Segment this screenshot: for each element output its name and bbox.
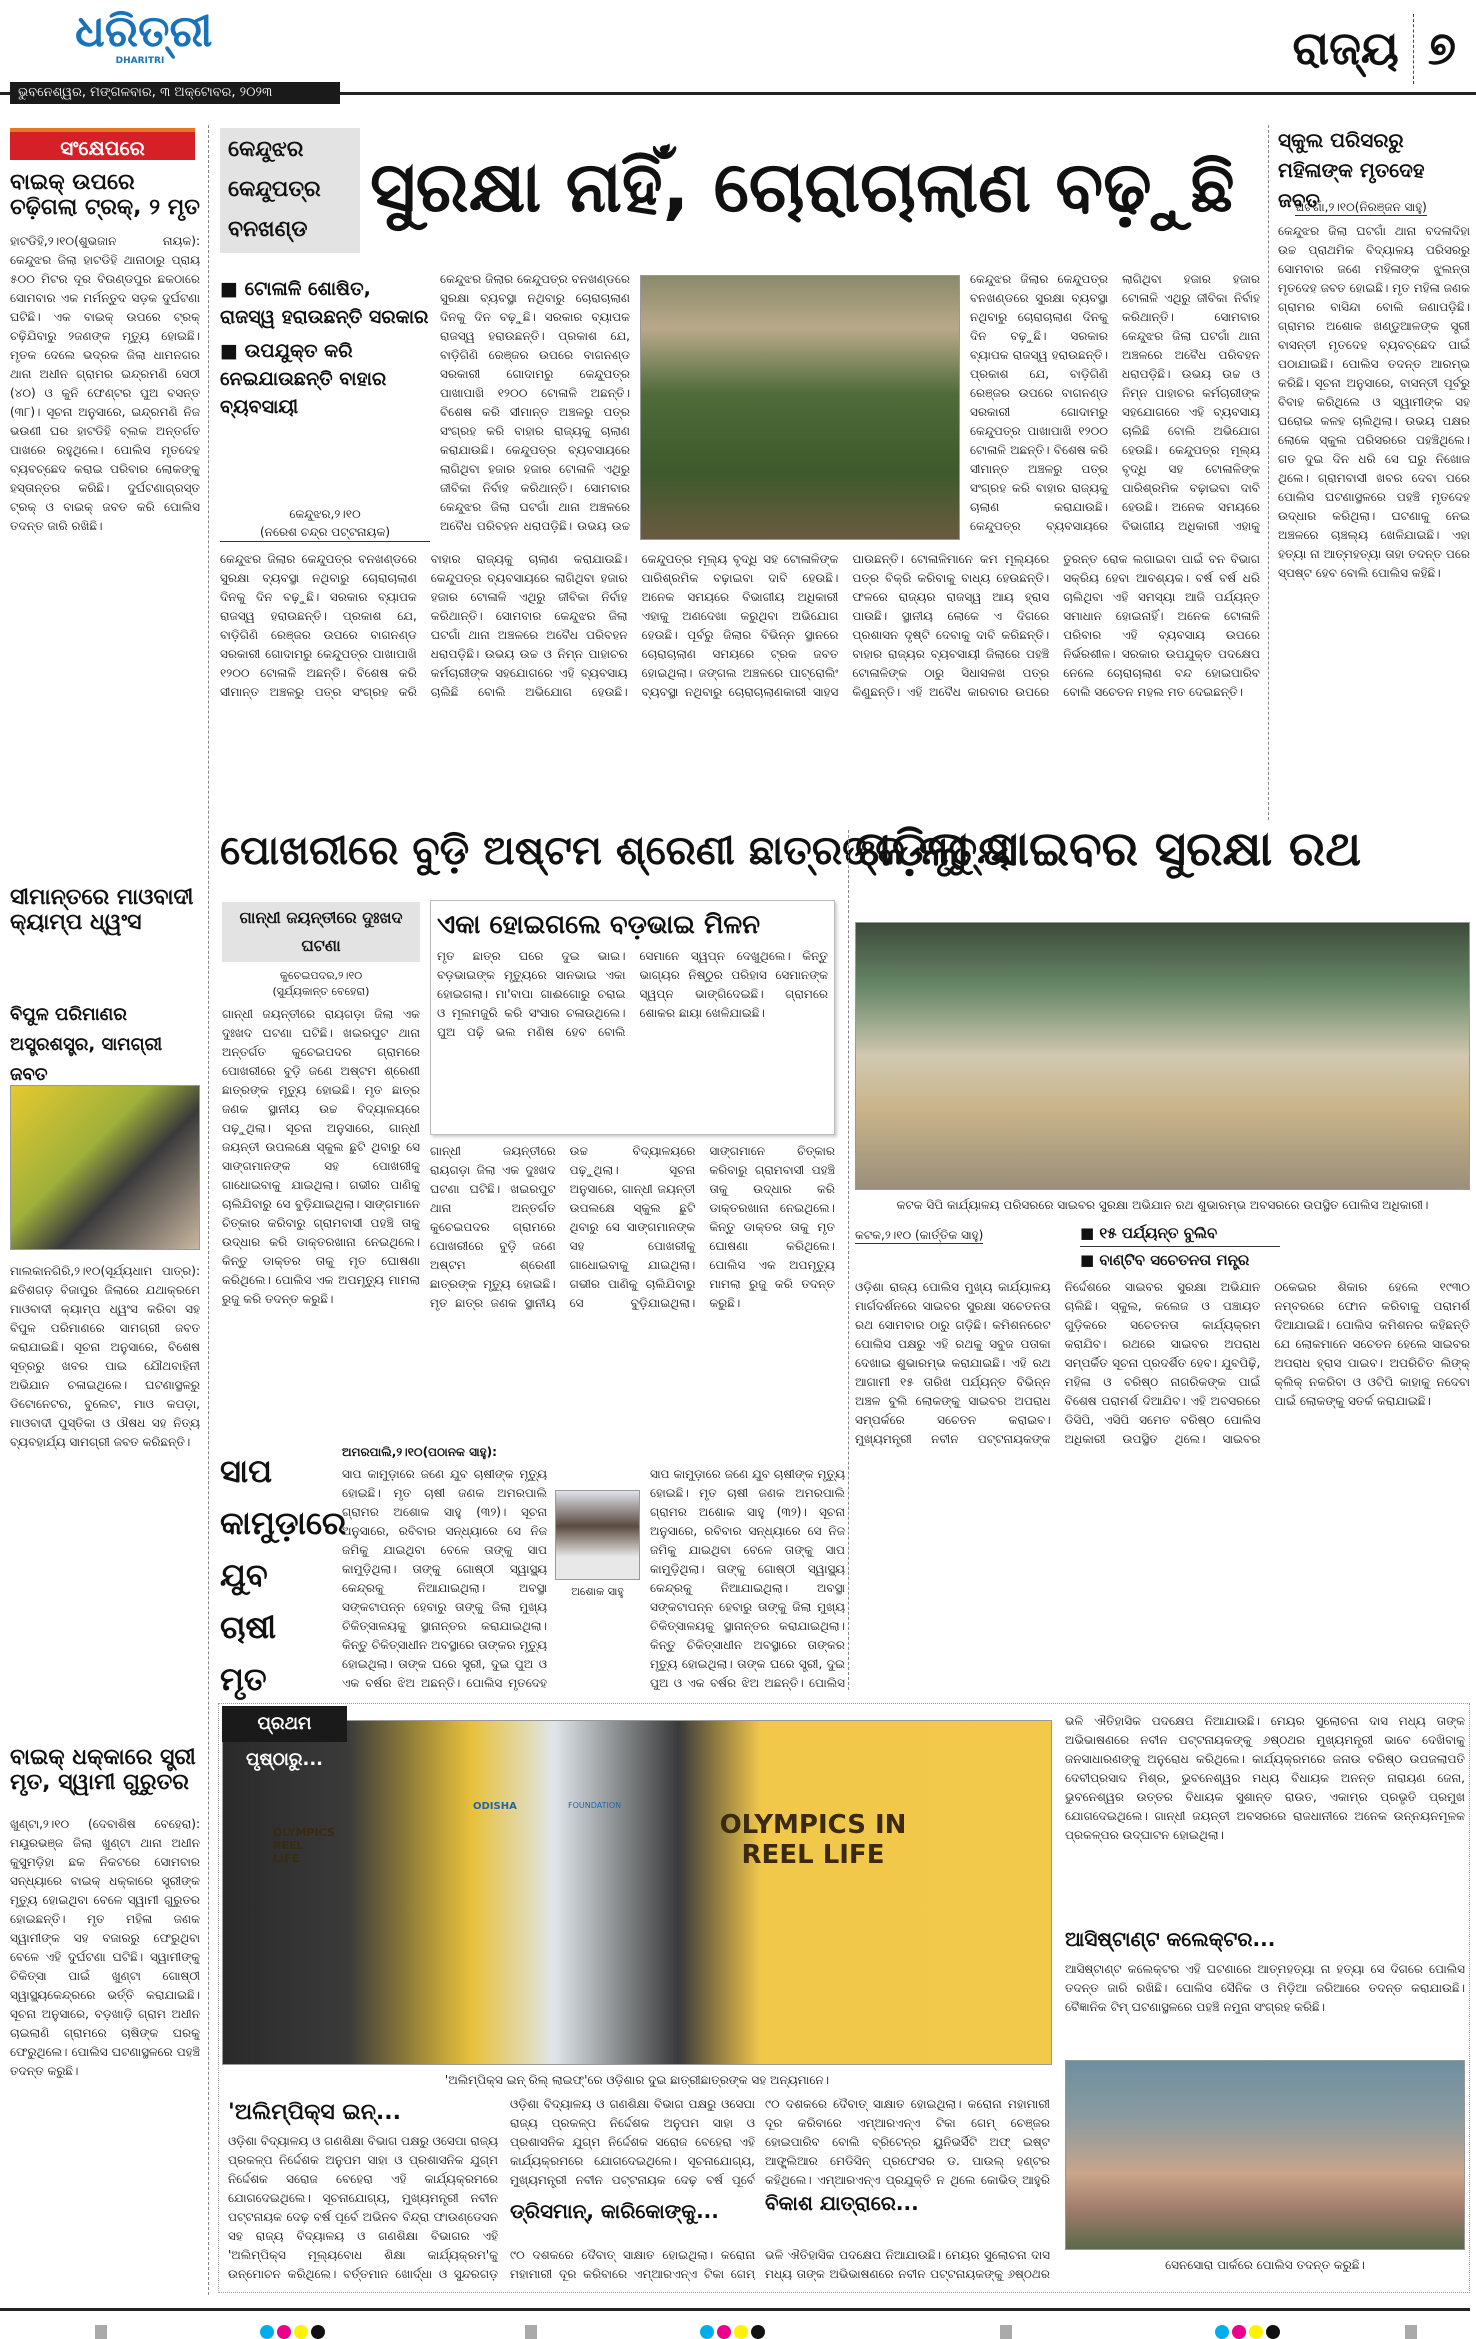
dharitri-logo	[75, 6, 213, 70]
front-s1-body: ଓଡ଼ିଶା ବିଦ୍ୟାଳୟ ଓ ଗଣଶିକ୍ଷା ବିଭାଗ ପକ୍ଷରୁ ଓସେପା ରାଜ୍ୟ ପ୍ରକଳ୍ପ ନିର୍ଦ୍ଦେଶକ ଅନୁପମ ସାହା ଓ ପ୍ରଶାସନିକ ଯୁଗ୍ମ ନିର୍ଦ୍ଦେଶକ ସରୋଜ ବେହେରା ଏହି କାର୍ଯ୍ୟକ୍ରମରେ ଯୋଗଦେଇଥିଲେ। ସୂଚନାଯୋଗ୍ୟ, ମୁଖ୍ୟମନ୍ତ୍ରୀ ନବୀନ ପଟ୍ଟନାୟକ ଦେଢ଼ ବର୍ଷ ପୂର୍ବେ ଅଭିନବ ବିନ୍ଦ୍ରା ଫାଉଣ୍ଡେସନ ସହ ରାଜ୍ୟ ବିଦ୍ୟାଳୟ ଓ ଗଣଶିକ୍ଷା ବିଭାଗର ଏହି 'ଅଲିମ୍ପିକ୍ସ ମୂଲ୍ୟବୋଧ ଶିକ୍ଷା କାର୍ଯ୍ୟକ୍ରମ'କୁ ଉନ୍ମୋଚନ କରିଥିଲେ। ବର୍ତ୍ତମାନ ଖୋର୍ଦ୍ଧା ଓ ସୁନ୍ଦରଗଡ଼	[228, 2134, 498, 2281]
front-s2-body: ୯୦ ଦଶକରେ ଦୈବାତ୍ ସାକ୍ଷାତ ହୋଇଥିଲା। କରୋନା ମହାମାରୀ ଦୂର କରିବାରେ ଏମ୍ଆରଏନ୍ଏ ଟିକା ଗେମ୍	[510, 2248, 755, 2281]
cyber-photo-caption: କଟକ ସିପି କାର୍ଯ୍ୟାଳୟ ପରିସରରେ ସାଇବର ସୁରକ୍ଷା ଅଭିଯାନ ରଥ ଶୁଭାରମ୍ଭ ଅବସରରେ ଉପସ୍ଥିତ ପୋଲିସ ଅଧିକାରୀ।	[896, 1198, 1429, 1212]
pond-sidebar-box	[430, 900, 835, 1135]
grey-mark	[1000, 2325, 1012, 2339]
yellow-dot	[1249, 2325, 1263, 2339]
black-dot	[311, 2325, 325, 2339]
lead-dateline: କେନ୍ଦୁଝର,୨।୧୦	[289, 507, 361, 521]
pond-headline: ପୋଖରୀରେ ବୁଡ଼ି ଅଷ୍ଟମ ଶ୍ରେଣୀ ଛାତ୍ରଙ୍କ ମୃତ୍ୟୁ	[220, 828, 1011, 874]
section-label	[1293, 14, 1456, 84]
seized-items-photo	[10, 1085, 200, 1250]
brief-headline-3: ବାଇକ୍ ଧକ୍କାରେ ସ୍ତ୍ରୀ ମୃତ, ସ୍ୱାମୀ ଗୁରୁତର	[10, 1745, 196, 1796]
column-divider	[1268, 125, 1269, 820]
cyan-dot	[1215, 2325, 1229, 2339]
lead-kicker-box	[220, 128, 360, 253]
logo-english: DHARITRI	[115, 56, 165, 66]
pond-byline	[222, 968, 420, 1000]
column-divider	[848, 830, 849, 1690]
pond-sidebar-body: ମୃତ ଛାତ୍ର ଘରେ ଦୁଇ ଭାଇ। ବଡ଼ଭାଇଙ୍କ ମୃତ୍ୟୁରେ ସାନଭାଇ ଏକା ହୋଇଗଲା। ମା'ବାପା ଗାଈଗୋରୁ ଚରାଇ ଓ ମୂଲମଜୁରି କରି ସଂସାର ଚଳାଉଥିଲେ। ପୁଅ ପଢ଼ି ଭଲ ମଣିଷ ହେବ ବୋଲି ସେମାନେ ସ୍ୱପ୍ନ ଦେଖୁଥିଲେ। କିନ୍ତୁ ଭାଗ୍ୟର ନିଷ୍ଠୁର ପରିହାସ ସେମାନଙ୍କ ସ୍ୱପ୍ନ ଭାଙ୍ଗିଦେଇଛି। ଗ୍ରାମରେ ଶୋକର ଛାୟା ଖେଳିଯାଇଛି।	[437, 949, 828, 1039]
front-s4-body: ଆସିଷ୍ଟାଣ୍ଟ କଲେକ୍ଟର ଏହି ଘଟଣାରେ ଆତ୍ମହତ୍ୟା ନା ହତ୍ୟା ସେ ଦିଗରେ ପୋଲିସ ତଦନ୍ତ ଜାରି ରଖିଛି। ପୋଲିସ ସୈନିକ ଓ ମିଡ଼ିଆ ଜରିଆରେ ତଦନ୍ତ କରାଯାଉଛି। ବୈଜ୍ଞାନିକ ଟିମ୍ ଘଟଣାସ୍ଥଳରେ ପହଞ୍ଚି ନମୁନା ସଂଗ୍ରହ କରିଛି।	[1065, 1962, 1465, 2014]
left-banner-text: OLYMPICS REEL LIFE	[273, 1826, 335, 1865]
front-s3-body-cont: ଭଳି ଐତିହାସିକ ପଦକ୍ଷେପ ନିଆଯାଉଛି। ମେୟର ସୁଲୋଚନା ଦାସ ମଧ୍ୟ ତାଙ୍କ ଅଭିଭାଷଣରେ ନବୀନ ପଟ୍ଟନାୟକଙ୍କୁ ୬ଷ୍ଠଥର ମୁଖ୍ୟମନ୍ତ୍ରୀ ଭାବେ ଦେଖିବାକୁ ଜନସାଧାରଣଙ୍କୁ ଅନୁରୋଧ କରିଥିଲେ। କାର୍ଯ୍ୟକ୍ରମରେ ଜନାଉ ବରିଷ୍ଠ ଉପଜଲାପତି ଦେବୀପ୍ରସାଦ ମିଶ୍ର, ଭୁବନେଶ୍ୱର ମଧ୍ୟ ବିଧାୟକ ଅନନ୍ତ ନାରାୟଣ ଜେନା, ଭୁବନେଶ୍ୱର ଉତ୍ତର ବିଧାୟକ ସୁଶାନ୍ତ ରାଉତ, ଏକାମ୍ର ପ୍ରଭୃତି ପ୍ରମୁଖ ଯୋଗଦେଇଥିଲେ। ଗାନ୍ଧୀ ଜୟନ୍ତୀ ଅବସରରେ ରାଜଧାନୀରେ ଅନେକ ଉନ୍ନୟନମୂଳକ ପ୍ରକଳ୍ପର ଉଦ୍‌ଘାଟନ ହୋଇଥିଲା।	[1065, 1714, 1465, 1842]
grey-mark	[1405, 2325, 1417, 2339]
pond-author: (ସୁର୍ଯ୍ୟକାନ୍ତ ବେହେରା)	[272, 985, 370, 998]
brief-body-2: ମାଲକାନଗିରି,୨।୧୦(ସୂର୍ଯ୍ୟଧାମ ପାତ୍ର): ଛତିଶଗଡ଼ ବିଜାପୁର ଜିଲାରେ ଯଥାକ୍ରମେ ମାଓବାଦୀ କ୍ୟାମ୍ପ ଧ୍ୱଂସ କରିବା ସହ ବିପୁଳ ପରିମାଣରେ ସାମଗ୍ରୀ ଜବତ କରାଯାଇଛି। ସୂଚନା ଅନୁସାରେ, ବିଶେଷ ସୂତ୍ରରୁ ଖବର ପାଇ ଯୌଥବାହିନୀ ଅଭିଯାନ ଚଳାଇଥିଲେ। ଘଟଣାସ୍ଥଳରୁ ଡିଟୋନେଟର, ବୁଲେଟ, ମାଓ କପଡ଼ା, ମାଓବାଦୀ ପୁସ୍ତିକା ଓ ଔଷଧ ସହ ନିତ୍ୟ ବ୍ୟବହାର୍ଯ୍ୟ ସାମଗ୍ରୀ ଜବତ କରିଛନ୍ତି।	[10, 1264, 200, 1449]
cyber-bullet-text: ୧୫ ପର୍ଯ୍ୟନ୍ତ ବୁଲିବ	[1099, 1224, 1218, 1242]
front-tag: ପ୍ରଥମ ପୃଷ୍ଠାରୁ...	[222, 1706, 347, 1742]
front-s3-body: ଭଳି ଐତିହାସିକ ପଦକ୍ଷେପ ନିଆଯାଉଛି। ମେୟର ସୁଲୋଚନା ଦାସ ମଧ୍ୟ ତାଙ୍କ ଅଭିଭାଷଣରେ ନବୀନ ପଟ୍ଟନାୟକଙ୍କୁ ୬ଷ୍ଠଥର	[765, 2248, 1050, 2281]
lead-body-col2: କେନ୍ଦୁଝର ଜିଲାର କେନ୍ଦୁପତ୍ର ବନଖଣ୍ଡରେ ସୁରକ୍ଷା ବ୍ୟବସ୍ଥା ନଥିବାରୁ ଚୋରାଚାଲାଣ ଦିନକୁ ଦିନ ବଢ଼ୁଛି। ସରକାର ବ୍ୟାପକ ରାଜସ୍ୱ ହରାଉଛନ୍ତି। ପ୍ରକାଶ ଯେ, ବାଡ଼ିଗିଣି ରେଞ୍ଜର ଉପରେ ବାଗନଣ୍ଡ ସରକାରୀ ଗୋଦାମରୁ କେନ୍ଦୁପତ୍ର ପାଖାପାଖି ୧୨୦୦ ଟୋଳାଳି ଅଛନ୍ତି। ବିଶେଷ କରି ସୀମାନ୍ତ ଅଞ୍ଚଳରୁ ପତ୍ର ସଂଗ୍ରହ କରି ବାହାର ରାଜ୍ୟକୁ ଚାଲାଣ କରାଯାଉଛି। କେନ୍ଦୁପତ୍ର ବ୍ୟବସାୟରେ ଲାଗିଥିବା ହଜାର ହଜାର ଟୋଳାଳି ଏଥିରୁ ଜୀବିକା ନିର୍ବାହ କରିଥାନ୍ତି। ସୋମବାର କେନ୍ଦୁଝର ଜିଲା ଘଟଗାଁ ଥାନା ଅଞ୍ଚଳରେ ଅବୈଧ ପରିବହନ ଧରାପଡ଼ିଛି। ଉଭୟ ଉଚ୍ଚ ଓ ନିମ୍ନ ପାହାଚର କର୍ମଚାରୀଙ୍କ ସହଯୋଗରେ ଏହି ବ୍ୟବସାୟ ଚାଲିଛି ବୋଲି ଅଭିଯୋଗ ହେଉଛି। କେନ୍ଦୁପତ୍ର ମୂଲ୍ୟ ବୃଦ୍ଧି ସହ ଟୋଳାଳିଙ୍କ ପାରିଶ୍ରମିକ ବଢ଼ାଇବା ଦାବି ହେଉଛି। ଅନେକ ସମୟରେ ବିଭାଗୀୟ ଅଧିକାରୀ ଏହାକୁ	[970, 272, 1260, 533]
cyber-headline: ଗଡ଼ିଲା ସାଇବର ସୁରକ୍ଷା ରଥ	[855, 821, 1362, 877]
section-name: ରାଜ୍ୟ	[1292, 21, 1399, 75]
footer-rule	[0, 2308, 1470, 2311]
olympics-photo-caption: 'ଅଲିମ୍ପିକ୍ସ ଇନ୍ ରିଲ୍ ଲାଇଫ୍'ରେ ଓଡ଼ିଶାର ଦୁଇ ଛାତ୍ରୀଛାତ୍ରଙ୍କ ସହ ଅନ୍ୟମାନେ।	[444, 2073, 830, 2087]
kendu-leaves-photo	[640, 275, 960, 540]
lead-byline	[220, 505, 430, 542]
pond-body-col1: ଗାନ୍ଧୀ ଜୟନ୍ତୀରେ ରାୟଗଡ଼ା ଜିଲା ଏକ ଦୁଃଖଦ ଘଟଣା ଘଟିଛି। ଖଇରପୁଟ ଥାନା ଅନ୍ତର୍ଗତ କୁଚେଇପଦର ଗ୍ରାମରେ ପୋଖରୀରେ ବୁଡ଼ି ଜଣେ ଅଷ୍ଟମ ଶ୍ରେଣୀ ଛାତ୍ରଙ୍କ ମୃତ୍ୟୁ ହୋଇଛି। ମୃତ ଛାତ୍ର ଜଣକ ସ୍ଥାନୀୟ ଉଚ୍ଚ ବିଦ୍ୟାଳୟରେ ପଢ଼ୁଥିଲା। ସୂଚନା ଅନୁସାରେ, ଗାନ୍ଧୀ ଜୟନ୍ତୀ ଉପଲକ୍ଷେ ସ୍କୁଲ ଛୁଟି ଥିବାରୁ ସେ ସାଙ୍ଗମାନଙ୍କ ସହ ପୋଖରୀକୁ ଗାଧୋଇବାକୁ ଯାଇଥିଲା। ଗଭୀର ପାଣିକୁ ଚାଲିଯିବାରୁ ସେ ବୁଡ଼ିଯାଇଥିଲା। ସାଙ୍ଗମାନେ ଚିତ୍କାର କରିବାରୁ ଗ୍ରାମବାସୀ ପହଞ୍ଚି ତାକୁ ଉଦ୍ଧାର କରି ଡାକ୍ତରଖାନା ନେଇଥିଲେ। କିନ୍ତୁ ଡାକ୍ତର ତାକୁ ମୃତ ଘୋଷଣା କରିଥିଲେ। ପୋଲିସ ଏକ ଅପମୃତ୍ୟୁ ମାମଲା ରୁଜୁ କରି ତଦନ୍ତ କରୁଛି।	[222, 1007, 420, 1306]
brief-headline-2: ସୀମାନ୍ତରେ ମାଓବାଦୀ କ୍ୟାମ୍ପ ଧ୍ୱଂସ	[10, 885, 194, 936]
snake-body-col1: ସାପ କାମୁଡ଼ାରେ ଜଣେ ଯୁବ ଚାଷୀଙ୍କ ମୃତ୍ୟୁ ହୋଇଛି। ମୃତ ଚାଷୀ ଜଣକ ଅମରପାଲି ଗ୍ରାମର ଅଶୋକ ସାହୁ (୩୨)। ସୂଚନା ଅନୁସାରେ, ରବିବାର ସନ୍ଧ୍ୟାରେ ସେ ନିଜ ଜମିକୁ ଯାଇଥିବା ବେଳେ ତାଙ୍କୁ ସାପ କାମୁଡ଼ିଥିଲା। ତାଙ୍କୁ ଗୋଷ୍ଠୀ ସ୍ୱାସ୍ଥ୍ୟ କେନ୍ଦ୍ରକୁ ନିଆଯାଇଥିଲା। ଅବସ୍ଥା ସଙ୍କଟାପନ୍ନ ହେବାରୁ ତାଙ୍କୁ ଜିଲା ମୁଖ୍ୟ ଚିକିତ୍ସାଳୟକୁ ସ୍ଥାନାନ୍ତର କରାଯାଇଥିଲା। କିନ୍ତୁ ଚିକିତ୍ସାଧୀନ ଅବସ୍ଥାରେ ତାଙ୍କର ମୃତ୍ୟୁ ହୋଇଥିଲା। ତାଙ୍କ ଘରେ ସ୍ତ୍ରୀ, ଦୁଇ ପୁଅ ଓ ଏକ ବର୍ଷର ଝିଅ ଅଛନ୍ତି। ପୋଲିସ ମୃତଦେହ	[342, 1467, 547, 1690]
cyber-bullets	[1080, 1220, 1280, 1273]
front-s4-headline: ଆସିଷ୍ଟାଣ୍ଟ କଲେକ୍ଟର...	[1065, 1927, 1276, 1951]
snake-dateline: ଅମରପାଲି,୨।୧୦(ପଠାନକ ସାହୁ):	[342, 1445, 497, 1459]
kicker-line: କେନ୍ଦୁଝର	[228, 137, 304, 162]
snake-headline: ସାପ କାମୁଡ଼ାରେ ଯୁବ ଚାଷୀ ମୃତ	[220, 1452, 347, 1698]
front-s1-headline: 'ଅଲିମ୍ପିକ୍ସ ଇନ୍...	[228, 2100, 401, 2125]
yellow-dot	[294, 2325, 308, 2339]
cyber-body: ଓଡ଼ିଶା ରାଜ୍ୟ ପୋଲିସ ମୁଖ୍ୟ କାର୍ଯ୍ୟାଳୟ ମାର୍ଗଦର୍ଶନରେ ସାଇବର ସୁରକ୍ଷା ସଚେତନତା ରଥ ସୋମବାର ଠାରୁ ଗଡ଼ିଛି। କମିଶନରେଟ ପୋଲିସ ପକ୍ଷରୁ ଏହି ରଥକୁ ସବୁଜ ପତାକା ଦେଖାଇ ଶୁଭାରମ୍ଭ କରାଯାଇଛି। ଏହି ରଥ ଆଗାମୀ ୧୫ ତାରିଖ ପର୍ଯ୍ୟନ୍ତ ବିଭିନ୍ନ ଅଞ୍ଚଳ ବୁଲି ଲୋକଙ୍କୁ ସାଇବର ଅପରାଧ ସମ୍ପର୍କରେ ସଚେତନ କରାଇବ। ମୁଖ୍ୟମନ୍ତ୍ରୀ ନବୀନ ପଟ୍ଟନାୟକଙ୍କ ନିର୍ଦ୍ଦେଶରେ ସାଇବର ସୁରକ୍ଷା ଅଭିଯାନ ଚାଲିଛି। ସ୍କୁଲ, କଲେଜ ଓ ପଞ୍ଚାୟତ ଗୁଡ଼ିକରେ ସଚେତନତା କାର୍ଯ୍ୟକ୍ରମ କରାଯିବ। ରଥରେ ସାଇବର ଅପରାଧ ସମ୍ପର୍କିତ ସୂଚନା ପ୍ରଦର୍ଶିତ ହେବ। ଯୁବପିଢ଼ି, ମହିଳା ଓ ବରିଷ୍ଠ ନାଗରିକଙ୍କ ପାଇଁ ବିଶେଷ ପରାମର୍ଶ ଦିଆଯିବ। ଏହି ଅବସରରେ ଡିସିପି, ଏସିପି ସମେତ ବରିଷ୍ଠ ପୋଲିସ ଅଧିକାରୀ ଉପସ୍ଥିତ ଥିଲେ। ସାଇବର ଠକେଇର ଶିକାର ହେଲେ ୧୯୩୦ ନମ୍ବରରେ ଫୋନ କରିବାକୁ ପରାମର୍ଶ ଦିଆଯାଇଛି। ପୋଲିସ କମିଶନର କହିଛନ୍ତି ଯେ ଲୋକମାନେ ସଚେତନ ହେଲେ ସାଇବର ଅପରାଧ ହ୍ରାସ ପାଇବ। ଅପରିଚିତ ଲିଙ୍କ୍ କ୍ଲିକ୍ ନକରିବା ଓ ଓଟିପି କାହାକୁ ନଦେବା ପାଇଁ ଲୋକଙ୍କୁ ସତର୍କ କରାଯାଇଛି।	[855, 1280, 1470, 1446]
cyber-bullet: ■ ୧୫ ପର୍ଯ୍ୟନ୍ତ ବୁଲିବ	[1080, 1220, 1280, 1247]
cyan-dot	[700, 2325, 714, 2339]
divider	[1413, 14, 1414, 84]
dateline-bar: ଭୁବନେଶ୍ୱର, ମଙ୍ଗଳବାର, ୩ ଅକ୍ଟୋବର, ୨୦୨୩	[10, 82, 340, 104]
pond-kicker: ଗାନ୍ଧୀ ଜୟନ୍ତୀରେ ଦୁଃଖଦ ଘଟଣା	[222, 902, 420, 962]
front-s3-headline: ବିକାଶ ଯାତ୍ରାରେ...	[765, 2191, 919, 2215]
page-number: ୭	[1427, 21, 1456, 75]
registration-marks	[1215, 2325, 1280, 2339]
registration-marks	[700, 2325, 765, 2339]
lead-bullet: ■ ଉପଯୁକ୍ତ କରି ନେଇଯାଉଛନ୍ତି ବାହାର ବ୍ୟବସାୟୀ	[220, 340, 387, 418]
olympics-banner-text: OLYMPICS IN REEL LIFE	[719, 1810, 907, 1870]
foundation-logo-text: FOUNDATION	[568, 1801, 622, 1810]
victim-photo	[555, 1490, 640, 1580]
cyber-bullet-text: ବାଣ୍ଟିବ ସଚେତନତା ମନ୍ତ୍ର	[1099, 1251, 1250, 1269]
kicker-line: କେନ୍ଦୁପତ୍ର	[228, 177, 321, 202]
magenta-dot	[717, 2325, 731, 2339]
cyan-dot	[260, 2325, 274, 2339]
lead-bullet-text: ଉପଯୁକ୍ତ କରି ନେଇଯାଉଛନ୍ତି ବାହାର ବ୍ୟବସାୟୀ	[220, 340, 387, 418]
park-photo-caption: ସେନସୋରା ପାର୍କରେ ପୋଲିସ ତଦନ୍ତ କରୁଛି।	[1165, 2258, 1365, 2272]
pond-dateline: କୁଚେଇପଦର,୨।୧୦	[279, 969, 363, 982]
logo-text: ଧରିତ୍ରୀ	[75, 6, 213, 57]
lead-author: (ନରେଶ ଚନ୍ଦ୍ର ପଟ୍ଟନାୟକ)	[220, 523, 430, 542]
front-s2-headline: ଡ୍ରିସମାନ୍, କାରିକୋଙ୍କୁ...	[510, 2199, 719, 2223]
cyber-dateline: କଟକ,୨।୧୦ (କାର୍ତ୍ତିକ ସାହୁ)	[855, 1228, 984, 1242]
front-s1-body-cont: ଓଡ଼ିଶା ବିଦ୍ୟାଳୟ ଓ ଗଣଶିକ୍ଷା ବିଭାଗ ପକ୍ଷରୁ ଓସେପା ରାଜ୍ୟ ପ୍ରକଳ୍ପ ନିର୍ଦ୍ଦେଶକ ଅନୁପମ ସାହା ଓ ପ୍ରଶାସନିକ ଯୁଗ୍ମ ନିର୍ଦ୍ଦେଶକ ସରୋଜ ବେହେରା ଏହି କାର୍ଯ୍ୟକ୍ରମରେ ଯୋଗଦେଇଥିଲେ। ସୂଚନାଯୋଗ୍ୟ, ମୁଖ୍ୟମନ୍ତ୍ରୀ ନବୀନ ପଟ୍ଟନାୟକ ଦେଢ଼ ବର୍ଷ ପୂର୍ବେ	[510, 2097, 755, 2187]
grey-mark	[95, 2325, 107, 2339]
brief-body-3: ଖୁଣ୍ଟା,୨।୧୦ (ଦେବାଶିଷ ବେହେରା): ମୟୂରଭଞ୍ଜ ଜିଲା ଖୁଣ୍ଟା ଥାନା ଅଧୀନ କୁସୁମଡ଼ିହା ଛକ ନିକଟରେ ସୋମବାର ସନ୍ଧ୍ୟାରେ ବାଇକ୍ ଧକ୍କାରେ ସ୍ତ୍ରୀଙ୍କ ମୃତ୍ୟୁ ହୋଇଥିବା ବେଳେ ସ୍ୱାମୀ ଗୁରୁତର ହୋଇଛନ୍ତି। ମୃତ ମହିଳା ଜଣକ ସ୍ୱାମୀଙ୍କ ସହ ବଜାରରୁ ଫେରୁଥିବା ବେଳେ ଏହି ଦୁର୍ଘଟଣା ଘଟିଛି। ସ୍ୱାମୀଙ୍କୁ ଚିକିତ୍ସା ପାଇଁ ଖୁଣ୍ଟା ଗୋଷ୍ଠୀ ସ୍ୱାସ୍ଥ୍ୟକେନ୍ଦ୍ରରେ ଭର୍ତ୍ତି କରାଯାଇଛି। ସୂଚନା ଅନୁସାରେ, ବଡ଼ଖାଡ଼ି ଗ୍ରାମ ଅଧୀନ ଚାଇଲାଣି ଗ୍ରାମରେ ଚାଷିଙ୍କ ଘରକୁ ଫେରୁଥିଲେ। ପୋଲିସ ଘଟଣାସ୍ଥଳରେ ପହଞ୍ଚି ତଦନ୍ତ କରୁଛି।	[10, 1817, 200, 2078]
lead-bullets	[220, 275, 430, 421]
magenta-dot	[277, 2325, 291, 2339]
lead-bullet: ■ ଟୋଳାଳି ଶୋଷିତ, ରାଜସ୍ୱ ହରାଉଛନ୍ତି ସରକାର	[220, 278, 429, 328]
column-divider	[208, 125, 209, 2295]
brief-subhead-2: ବିପୁଳ ପରିମାଣର ଅସ୍ତ୍ରଶସ୍ତ୍ର, ସାମଗ୍ରୀ ଜବତ	[10, 1004, 163, 1085]
olympics-event-photo	[222, 1720, 1052, 2065]
odisha-logo-text: ODISHA	[473, 1801, 517, 1812]
pond-body-main: ଗାନ୍ଧୀ ଜୟନ୍ତୀରେ ରାୟଗଡ଼ା ଜିଲା ଏକ ଦୁଃଖଦ ଘଟଣା ଘଟିଛି। ଖଇରପୁଟ ଥାନା ଅନ୍ତର୍ଗତ କୁଚେଇପଦର ଗ୍ରାମରେ ପୋଖରୀରେ ବୁଡ଼ି ଜଣେ ଅଷ୍ଟମ ଶ୍ରେଣୀ ଛାତ୍ରଙ୍କ ମୃତ୍ୟୁ ହୋଇଛି। ମୃତ ଛାତ୍ର ଜଣକ ସ୍ଥାନୀୟ ଉଚ୍ଚ ବିଦ୍ୟାଳୟରେ ପଢ଼ୁଥିଲା। ସୂଚନା ଅନୁସାରେ, ଗାନ୍ଧୀ ଜୟନ୍ତୀ ଉପଲକ୍ଷେ ସ୍କୁଲ ଛୁଟି ଥିବାରୁ ସେ ସାଙ୍ଗମାନଙ୍କ ସହ ପୋଖରୀକୁ ଗାଧୋଇବାକୁ ଯାଇଥିଲା। ଗଭୀର ପାଣିକୁ ଚାଲିଯିବାରୁ ସେ ବୁଡ଼ିଯାଇଥିଲା। ସାଙ୍ଗମାନେ ଚିତ୍କାର କରିବାରୁ ଗ୍ରାମବାସୀ ପହଞ୍ଚି ତାକୁ ଉଦ୍ଧାର କରି ଡାକ୍ତରଖାନା ନେଇଥିଲେ। କିନ୍ତୁ ଡାକ୍ତର ତାକୁ ମୃତ ଘୋଷଣା କରିଥିଲେ। ପୋଲିସ ଏକ ଅପମୃତ୍ୟୁ ମାମଲା ରୁଜୁ କରି ତଦନ୍ତ କରୁଛି।	[430, 1144, 835, 1310]
briefs-tag: ସଂକ୍ଷେପରେ	[10, 128, 195, 160]
kicker-line: ବନଖଣ୍ଡ	[228, 217, 308, 242]
victim-photo-caption: ଅଶୋକ ସାହୁ	[571, 1585, 624, 1598]
front-s2-body-cont: ୯୦ ଦଶକରେ ଦୈବାତ୍ ସାକ୍ଷାତ ହୋଇଥିଲା। କରୋନା ମହାମାରୀ ଦୂର କରିବାରେ ଏମ୍ଆରଏନ୍ଏ ଟିକା ଗେମ୍ ଚେଞ୍ଜର ହୋଇପାରିବ ବୋଲି ବ୍ରିଟେନ୍‌ର ୟୁନିଭର୍ସିଟି ଅଫ୍ ଇଷ୍ଟ ଆଙ୍ଗ୍ଲିଆର ମେଡିସିନ୍ ପ୍ରଫେସର ଡ. ପାଉଲ୍ ହଣ୍ଟର କହିଥିଲେ। ଏମ୍ଆରଏନ୍ଏ ପ୍ରଯୁକ୍ତି ନ ଥିଲେ କୋଭିଡ୍ ଆହୁରି	[765, 2097, 1050, 2187]
cyber-bullet: ■ ବାଣ୍ଟିବ ସଚେତନତା ମନ୍ତ୍ର	[1080, 1251, 1250, 1269]
brief-headline-1: ବାଇକ୍ ଉପରେ ଚଢ଼ିଗଲା ଟ୍ରକ୍, ୨ ମୃତ	[10, 170, 200, 221]
park-investigation-photo	[1065, 2060, 1465, 2250]
magenta-dot	[1232, 2325, 1246, 2339]
lead-headline: ସୁରକ୍ଷା ନାହିଁ, ଚୋରାଚାଲାଣ ବଢ଼ୁଛି	[370, 146, 1235, 228]
black-dot	[751, 2325, 765, 2339]
brief-body-1: ହାଟଡିହି,୨।୧୦(ଶୁଭଜାନ ନାୟକ): କେନ୍ଦୁଝର ଜିଲା ହାଟଡିହି ଥାନାଠାରୁ ପ୍ରାୟ ୫୦୦ ମିଟର ଦୂର ବିଉଣ୍ଡପୁର ଛକଠାରେ ସୋମବାର ଏକ ମର୍ମନ୍ତୁଦ ସଡ଼କ ଦୁର୍ଘଟଣା ଘଟିଛି। ଏକ ବାଇକ୍ ଉପରେ ଟ୍ରକ୍ ଚଢ଼ିଯିବାରୁ ୨ଜଣଙ୍କ ମୃତ୍ୟୁ ହୋଇଛି। ମୃତକ ଦେଲେ ଭଦ୍ରକ ଜିଲା ଧାମନଗର ଥାନା ଅଧୀନ ଗ୍ରାମର ଇନ୍ଦ୍ରମଣି ସେଠୀ (୪୦) ଓ କୁନି ଫେଣ୍ଟର ପୁଅ ବସନ୍ତ (୩୮)। ସୂଚନା ଅନୁସାରେ, ଇନ୍ଦ୍ରମଣି ନିଜ ଭଉଣୀ ଘର ହାଟଡିହି ବ୍ଲକ ଅନ୍ତର୍ଗତ ପାଖରେ ରହୁଥିଲେ। ପୋଲିସ ମୃତଦେହ ବ୍ୟବଚ୍ଛେଦ କରାଇ ପରିବାର ଲୋକଙ୍କୁ ହସ୍ତାନ୍ତର କରିଛି। ଦୁର୍ଘଟଣାଗ୍ରସ୍ତ ଟ୍ରକ୍ ଓ ବାଇକ୍ ଜବତ କରି ପୋଲିସ ତଦନ୍ତ ଜାରି ରଖିଛି।	[10, 234, 200, 533]
snake-body-col2: ସାପ କାମୁଡ଼ାରେ ଜଣେ ଯୁବ ଚାଷୀଙ୍କ ମୃତ୍ୟୁ ହୋଇଛି। ମୃତ ଚାଷୀ ଜଣକ ଅମରପାଲି ଗ୍ରାମର ଅଶୋକ ସାହୁ (୩୨)। ସୂଚନା ଅନୁସାରେ, ରବିବାର ସନ୍ଧ୍ୟାରେ ସେ ନିଜ ଜମିକୁ ଯାଇଥିବା ବେଳେ ତାଙ୍କୁ ସାପ କାମୁଡ଼ିଥିଲା। ତାଙ୍କୁ ଗୋଷ୍ଠୀ ସ୍ୱାସ୍ଥ୍ୟ କେନ୍ଦ୍ରକୁ ନିଆଯାଇଥିଲା। ଅବସ୍ଥା ସଙ୍କଟାପନ୍ନ ହେବାରୁ ତାଙ୍କୁ ଜିଲା ମୁଖ୍ୟ ଚିକିତ୍ସାଳୟକୁ ସ୍ଥାନାନ୍ତର କରାଯାଇଥିଲା। କିନ୍ତୁ ଚିକିତ୍ସାଧୀନ ଅବସ୍ଥାରେ ତାଙ୍କର ମୃତ୍ୟୁ ହୋଇଥିଲା। ତାଙ୍କ ଘରେ ସ୍ତ୍ରୀ, ଦୁଇ ପୁଅ ଓ ଏକ ବର୍ଷର ଝିଅ ଅଛନ୍ତି। ପୋଲିସ	[650, 1467, 845, 1690]
grey-mark	[525, 2325, 537, 2339]
school-headline: ସ୍କୁଲ ପରିସରରୁ ମହିଳାଙ୍କ ମୃତଦେହ ଜବତ	[1278, 128, 1425, 212]
yellow-dot	[734, 2325, 748, 2339]
lead-bullet-text: ଟୋଳାଳି ଶୋଷିତ, ରାଜସ୍ୱ ହରାଉଛନ୍ତି ସରକାର	[220, 278, 429, 328]
cyber-rath-photo	[855, 922, 1470, 1190]
lead-body-main: କେନ୍ଦୁଝର ଜିଲାର କେନ୍ଦୁପତ୍ର ବନଖଣ୍ଡରେ ସୁରକ୍ଷା ବ୍ୟବସ୍ଥା ନଥିବାରୁ ଚୋରାଚାଲାଣ ଦିନକୁ ଦିନ ବଢ଼ୁଛି। ସରକାର ବ୍ୟାପକ ରାଜସ୍ୱ ହରାଉଛନ୍ତି। ପ୍ରକାଶ ଯେ, ବାଡ଼ିଗିଣି ରେଞ୍ଜର ଉପରେ ବାଗନଣ୍ଡ ସରକାରୀ ଗୋଦାମରୁ କେନ୍ଦୁପତ୍ର ପାଖାପାଖି ୧୨୦୦ ଟୋଳାଳି ଅଛନ୍ତି। ବିଶେଷ କରି ସୀମାନ୍ତ ଅଞ୍ଚଳରୁ ପତ୍ର ସଂଗ୍ରହ କରି ବାହାର ରାଜ୍ୟକୁ ଚାଲାଣ କରାଯାଉଛି। କେନ୍ଦୁପତ୍ର ବ୍ୟବସାୟରେ ଲାଗିଥିବା ହଜାର ହଜାର ଟୋଳାଳି ଏଥିରୁ ଜୀବିକା ନିର୍ବାହ କରିଥାନ୍ତି। ସୋମବାର କେନ୍ଦୁଝର ଜିଲା ଘଟଗାଁ ଥାନା ଅଞ୍ଚଳରେ ଅବୈଧ ପରିବହନ ଧରାପଡ଼ିଛି। ଉଭୟ ଉଚ୍ଚ ଓ ନିମ୍ନ ପାହାଚର କର୍ମଚାରୀଙ୍କ ସହଯୋଗରେ ଏହି ବ୍ୟବସାୟ ଚାଲିଛି ବୋଲି ଅଭିଯୋଗ ହେଉଛି। କେନ୍ଦୁପତ୍ର ମୂଲ୍ୟ ବୃଦ୍ଧି ସହ ଟୋଳାଳିଙ୍କ ପାରିଶ୍ରମିକ ବଢ଼ାଇବା ଦାବି ହେଉଛି। ଅନେକ ସମୟରେ ବିଭାଗୀୟ ଅଧିକାରୀ ଏହାକୁ ଅଣଦେଖା କରୁଥିବା ଅଭିଯୋଗ ହେଉଛି। ପୂର୍ବରୁ ଜିଲାର ବିଭିନ୍ନ ସ୍ଥାନରେ ଚୋରାଚାଲାଣ ସମୟରେ ଟ୍ରକ ଜବତ ହୋଇଥିଲା। ଜଙ୍ଗଲ ଅଞ୍ଚଳରେ ପାଟ୍ରୋଲିଂ ବ୍ୟବସ୍ଥା ନଥିବାରୁ ଚୋରାଚାଲାଣକାରୀ ସାହସ ପାଉଛନ୍ତି। ଟୋଳାଳିମାନେ କମ ମୂଲ୍ୟରେ ପତ୍ର ବିକ୍ରି କରିବାକୁ ବାଧ୍ୟ ହେଉଛନ୍ତି। ଫଳରେ ରାଜ୍ୟର ରାଜସ୍ୱ ଆୟ ହ୍ରାସ ପାଉଛି। ସ୍ଥାନୀୟ ଲୋକେ ଏ ଦିଗରେ ପ୍ରଶାସନ ଦୃଷ୍ଟି ଦେବାକୁ ଦାବି କରିଛନ୍ତି। ବାହାର ରାଜ୍ୟର ବ୍ୟବସାୟୀ ଜିଲାରେ ପହଞ୍ଚି ଟୋଳାଳିଙ୍କ ଠାରୁ ସିଧାସଳଖ ପତ୍ର କିଣୁଛନ୍ତି। ଏହି ଅବୈଧ କାରବାର ଉପରେ ତୁରନ୍ତ ରୋକ ଲଗାଇବା ପାଇଁ ବନ ବିଭାଗ ସକ୍ରିୟ ହେବା ଆବଶ୍ୟକ। ବର୍ଷ ବର୍ଷ ଧରି ଚାଲିଥିବା ଏହି ସମସ୍ୟା ଆଜି ପର୍ଯ୍ୟନ୍ତ ସମାଧାନ ହୋଇନାହିଁ। ଅନେକ ଟୋଳାଳି ପରିବାର ଏହି ବ୍ୟବସାୟ ଉପରେ ନିର୍ଭରଶୀଳ। ସରକାର ଉପଯୁକ୍ତ ପଦକ୍ଷେପ ନେଲେ ଚୋରାଚାଲାଣ ବନ୍ଦ ହୋଇପାରିବ ବୋଲି ସଚେତନ ମହଲ ମତ ଦେଇଛନ୍ତି।	[220, 552, 1260, 699]
registration-marks	[260, 2325, 325, 2339]
lead-body-col1: କେନ୍ଦୁଝର ଜିଲାର କେନ୍ଦୁପତ୍ର ବନଖଣ୍ଡରେ ସୁରକ୍ଷା ବ୍ୟବସ୍ଥା ନଥିବାରୁ ଚୋରାଚାଲାଣ ଦିନକୁ ଦିନ ବଢ଼ୁଛି। ସରକାର ବ୍ୟାପକ ରାଜସ୍ୱ ହରାଉଛନ୍ତି। ପ୍ରକାଶ ଯେ, ବାଡ଼ିଗିଣି ରେଞ୍ଜର ଉପରେ ବାଗନଣ୍ଡ ସରକାରୀ ଗୋଦାମରୁ କେନ୍ଦୁପତ୍ର ପାଖାପାଖି ୧୨୦୦ ଟୋଳାଳି ଅଛନ୍ତି। ବିଶେଷ କରି ସୀମାନ୍ତ ଅଞ୍ଚଳରୁ ପତ୍ର ସଂଗ୍ରହ କରି ବାହାର ରାଜ୍ୟକୁ ଚାଲାଣ କରାଯାଉଛି। କେନ୍ଦୁପତ୍ର ବ୍ୟବସାୟରେ ଲାଗିଥିବା ହଜାର ହଜାର ଟୋଳାଳି ଏଥିରୁ ଜୀବିକା ନିର୍ବାହ କରିଥାନ୍ତି। ସୋମବାର କେନ୍ଦୁଝର ଜିଲା ଘଟଗାଁ ଥାନା ଅଞ୍ଚଳରେ ଅବୈଧ ପରିବହନ ଧରାପଡ଼ିଛି। ଉଭୟ ଉଚ୍ଚ	[440, 272, 630, 533]
black-dot	[1266, 2325, 1280, 2339]
school-dateline: ଘଟଗାଁ,୨।୧୦(ନିରଞ୍ଜନ ସାହୁ)	[1295, 200, 1427, 214]
pond-sidebar-headline: ଏକା ହୋଇଗଲେ ବଡ଼ଭାଇ ମିଳନ	[437, 910, 761, 940]
school-body: କେନ୍ଦୁଝର ଜିଲା ଘଟଗାଁ ଥାନା ବଦଳାଦିହା ଉଚ୍ଚ ପ୍ରାଥମିକ ବିଦ୍ୟାଳୟ ପରିସରରୁ ସୋମବାର ଜଣେ ମହିଳାଙ୍କ ଝୁଲନ୍ତା ମୃତଦେହ ଜବତ ହୋଇଛି। ମୃତ ମହିଳା ଜଣକ ଗ୍ରାମର ବାସିନ୍ଦା ବୋଲି ଜଣାପଡ଼ିଛି। ଗ୍ରାମର ଅଶୋକ ଖଣ୍ଡୁଆଳଙ୍କ ସ୍ତ୍ରୀ ବାସନ୍ତୀ ମୃତଦେହ ବ୍ୟବଚ୍ଛେଦ ପାଇଁ ପଠାଯାଇଛି। ପୋଲିସ ତଦନ୍ତ ଆରମ୍ଭ କରିଛି। ସୂଚନା ଅନୁସାରେ, ବାସନ୍ତୀ ପୂର୍ବରୁ ବିବାହ କରିଥିଲେ ଓ ସ୍ୱାମୀଙ୍କ ସହ ଘରୋଇ କଳହ ଚାଲିଥିଲା। ଉଭୟ ପକ୍ଷର ଲୋକେ ସ୍କୁଲ ପରିସରରେ ପହଞ୍ଚିଥିଲେ। ଗତ ଦୁଇ ଦିନ ଧରି ସେ ଘରୁ ନିଖୋଜ ଥିଲେ। ଗ୍ରାମବାସୀ ଖବର ଦେବା ପରେ ପୋଲିସ ଘଟଣାସ୍ଥଳରେ ପହଞ୍ଚି ମୃତଦେହ ଉଦ୍ଧାର କରିଥିଲା। ଘଟଣାକୁ ନେଇ ଅଞ୍ଚଳରେ ଚାଞ୍ଚଲ୍ୟ ଖେଳିଯାଇଛି। ଏହା ହତ୍ୟା ନା ଆତ୍ମହତ୍ୟା ତାହା ତଦନ୍ତ ପରେ ସ୍ପଷ୍ଟ ହେବ ବୋଲି ପୋଲିସ କହିଛି।	[1278, 224, 1470, 580]
